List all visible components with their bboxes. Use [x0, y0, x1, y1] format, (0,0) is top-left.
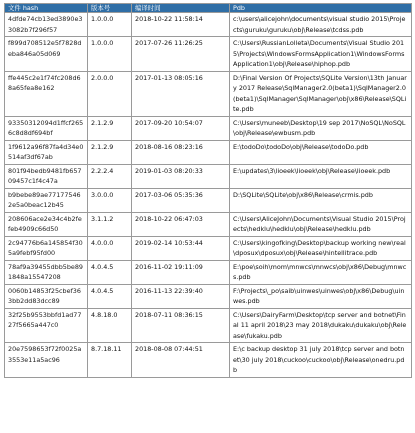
- hash-cell: 1f9612a96f87fa4d34e0514af3df67ab: [5, 140, 88, 164]
- table-row: [5, 343, 412, 378]
- pdb-path-cell: D:\Final Version Of Projects\SQLite Version\13th January 2017 Release\SqlManager2.0(beta1)\SqlManager2.0(beta1)\SqlManager\SqlManager\obj\x86\Release\SQLite.pdb: [230, 71, 412, 116]
- hash-cell: 801f94bedb9481fb65709457c1f4c47a: [5, 164, 88, 188]
- compile-time-cell: 2018-10-22 11:58:14: [132, 13, 230, 37]
- pdb-table: [4, 3, 412, 378]
- pdb-path-cell: C:\Users\AliceJohn\Documents\Visual Studio 2015\Projects\hedklu\hedklu\obj\Release\hedklu.pdb: [230, 212, 412, 236]
- version-cell: 1.0.0.0: [88, 37, 132, 72]
- version-cell: 8.7.18.11: [88, 343, 132, 378]
- hash-cell: 0060b14853f25cbef363bb2dd83dcc89: [5, 284, 88, 308]
- pdb-path-cell: c:\users\alicejohn\documents\visual studio 2015\Projects\guruku\guruku\obj\Release\tcdss.pdb: [230, 13, 412, 37]
- table-row: [5, 236, 412, 260]
- compile-time-cell: 2017-01-13 08:05:16: [132, 71, 230, 116]
- version-cell: 4.0.0.0: [88, 236, 132, 260]
- version-cell: 2.2.2.4: [88, 164, 132, 188]
- compile-time-cell: 2018-08-08 07:44:51: [132, 343, 230, 378]
- hash-cell: f899d708512e5f7828deba846a05d069: [5, 37, 88, 72]
- compile-time-cell: 2016-11-13 22:39:40: [132, 284, 230, 308]
- hash-cell: 2c94776b6a145854f305a9febf95fd00: [5, 236, 88, 260]
- table-row: [5, 188, 412, 212]
- hash-cell: ffe445c2e1f74fc208d68a65fea8e162: [5, 71, 88, 116]
- table-row: [5, 13, 412, 37]
- table-body: [5, 13, 412, 378]
- version-cell: 4.8.18.0: [88, 308, 132, 343]
- compile-time-cell: 2019-01-03 08:20:33: [132, 164, 230, 188]
- hash-cell: 32f25b9553bbfd1ad7727f5665a447c0: [5, 308, 88, 343]
- pdb-path-cell: E:\todoDo\todoDo\obj\Release\todoDo.pdb: [230, 140, 412, 164]
- compile-time-cell: 2017-09-20 10:54:07: [132, 116, 230, 140]
- compile-time-cell: 2019-02-14 10:53:44: [132, 236, 230, 260]
- header-version: 版本号: [88, 4, 132, 13]
- compile-time-cell: 2018-08-16 08:23:16: [132, 140, 230, 164]
- hash-cell: 20e7598653f72f0025a3553e11a5ac96: [5, 343, 88, 378]
- hash-cell: 4dfde74cb13ed3890e33082b7f296f57: [5, 13, 88, 37]
- version-cell: 3.1.1.2: [88, 212, 132, 236]
- hash-cell: b9bebe89ae771775462e5a0beac12b45: [5, 188, 88, 212]
- pdb-path-cell: E:\c backup desktop 31 july 2018\tcp server and botnet\30 july 2018\cuckoo\cuckoo\obj\Release\onedru.pdb: [230, 343, 412, 378]
- compile-time-cell: 2017-03-06 05:35:36: [132, 188, 230, 212]
- header-row: [5, 4, 412, 13]
- header-hash: 文件 hash: [5, 4, 88, 13]
- table-header: [5, 4, 412, 13]
- version-cell: 2.1.2.9: [88, 140, 132, 164]
- hash-cell: 78af9a39455dbb5be891848a15547208: [5, 260, 88, 284]
- pdb-path-cell: E:\updates\3\lioeek\lioeek\obj\Release\lioeek.pdb: [230, 164, 412, 188]
- table-row: [5, 140, 412, 164]
- pdb-path-cell: F:\Projects\_po\saib\uinwes\uinwes\obj\x86\Debug\uinwes.pdb: [230, 284, 412, 308]
- version-cell: 2.1.2.9: [88, 116, 132, 140]
- version-cell: 2.0.0.0: [88, 71, 132, 116]
- table-row: [5, 308, 412, 343]
- pdb-path-cell: C:\Users\DairyFarm\Desktop\tcp server and botnet\Final 11 april 2018\23 may 2018\dukaku\dukaku\obj\Release\fukaku.pdb: [230, 308, 412, 343]
- pdb-path-cell: C:\Users\kingofking\Desktop\backup working new\real\dposux\dposux\obj\Release\hintellitrace.pdb: [230, 236, 412, 260]
- table-row: [5, 71, 412, 116]
- hash-cell: 93350312094d1ffcf2656c8d8df694bf: [5, 116, 88, 140]
- version-cell: 1.0.0.0: [88, 13, 132, 37]
- document-page: [4, 3, 411, 378]
- pdb-path-cell: C:\Users\RussianLolleta\Documents\Visual Studio 2015\Projects\WindowsFormsApplication1\WindowsFormsApplication1\obj\Release\hiphop.pdb: [230, 37, 412, 72]
- table-row: [5, 260, 412, 284]
- compile-time-cell: 2016-11-02 19:11:09: [132, 260, 230, 284]
- version-cell: 3.0.0.0: [88, 188, 132, 212]
- compile-time-cell: 2018-07-11 08:36:15: [132, 308, 230, 343]
- header-pdb: Pdb: [230, 4, 412, 13]
- header-compile-time: 编译时间: [132, 4, 230, 13]
- compile-time-cell: 2018-10-22 06:47:03: [132, 212, 230, 236]
- pdb-path-cell: D:\SQLite\SQLite\obj\x86\Release\crmis.pdb: [230, 188, 412, 212]
- table-row: [5, 116, 412, 140]
- pdb-path-cell: C:\Users\muneeb\Desktop\19 sep 2017\NoSQL\NoSQL\obj\Release\ewbusm.pdb: [230, 116, 412, 140]
- table-row: [5, 37, 412, 72]
- pdb-path-cell: E:\poe\soih\mom\mnwcs\mnwcs\obj\x86\Debug\mnwcs.pdb: [230, 260, 412, 284]
- table-row: [5, 164, 412, 188]
- compile-time-cell: 2017-07-26 11:26:25: [132, 37, 230, 72]
- table-row: [5, 284, 412, 308]
- version-cell: 4.0.4.5: [88, 260, 132, 284]
- version-cell: 4.0.4.5: [88, 284, 132, 308]
- table-row: [5, 212, 412, 236]
- hash-cell: 208606ace2e34c4b2fefeb4909c66d50: [5, 212, 88, 236]
